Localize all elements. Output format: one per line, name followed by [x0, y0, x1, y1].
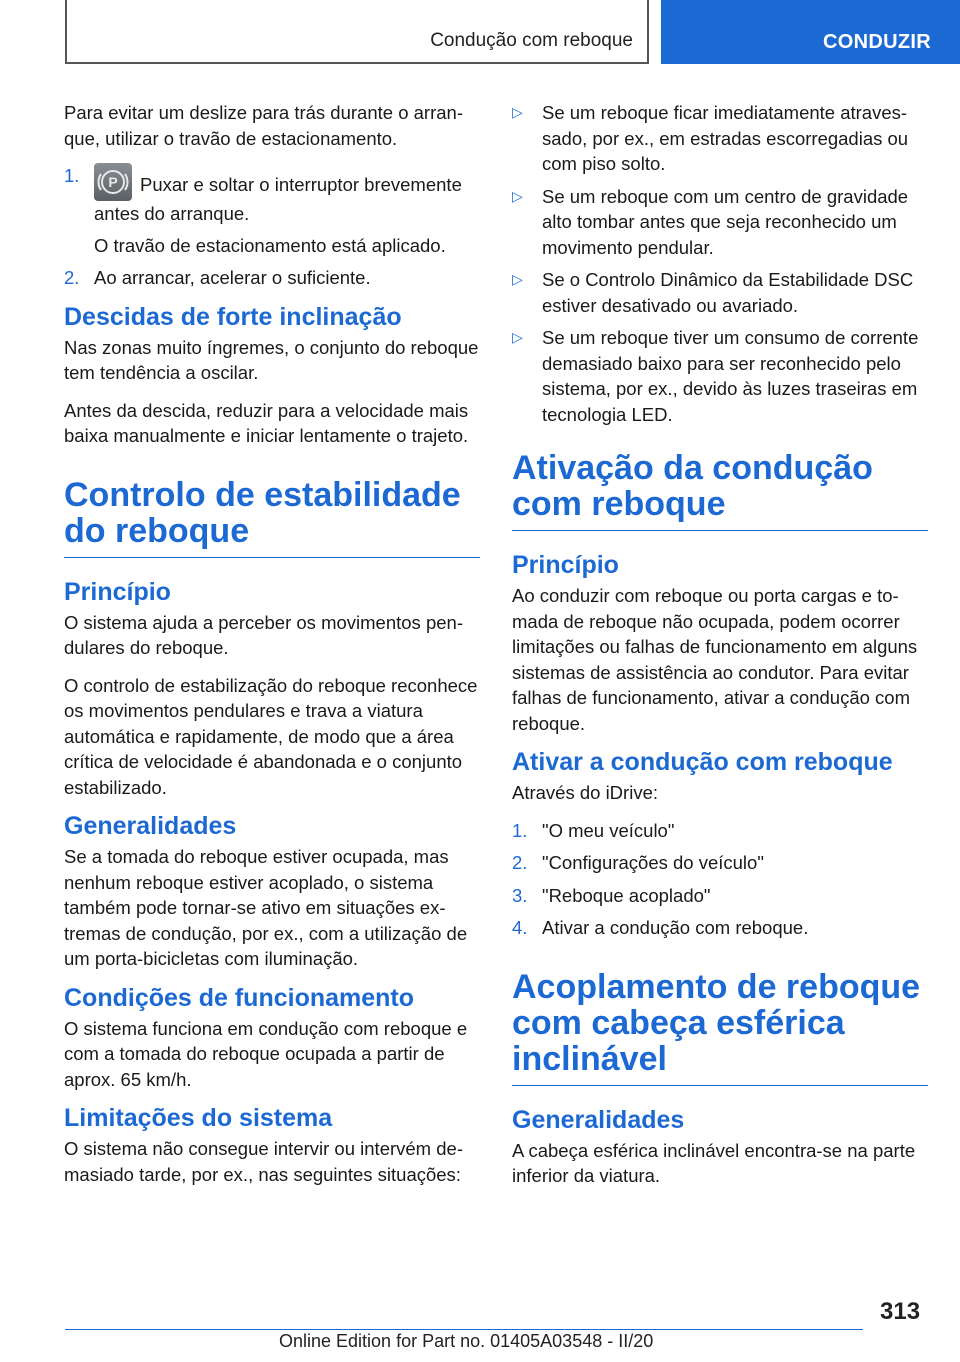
list-item [512, 915, 928, 941]
step-text: Puxar e soltar o interruptor brevemente antes do arranque. [94, 174, 462, 224]
limitacoes-heading: Limitações do sistema [64, 1104, 333, 1132]
list-item [512, 267, 928, 318]
principio-right-heading: Princípio [512, 551, 619, 579]
steps-list [64, 163, 480, 291]
ativar-heading: Ativar a condução com reboque [512, 748, 893, 776]
step-text: "Reboque acoplado" [542, 884, 711, 906]
step-number: 4. [512, 917, 528, 938]
acoplamento-heading: Acoplamento de reboque com cabeça esférica inclinável [512, 953, 928, 1086]
left-column [64, 100, 480, 1199]
bullet-text: Se um reboque ficar imediatamente atravessado, por ex., em estradas escorregadias ou com piso solto. [542, 102, 909, 174]
bullet-text: Se um reboque com um centro de gravidade alto tombar antes que seja reconhecido um movimento pendular. [542, 185, 909, 258]
descidas-paragraph-2: Antes da descida, reduzir para a velocidade mais baixa manualmente e iniciar lentamente o trajeto. [64, 399, 469, 446]
step-text: Ao arrancar, acelerar o suficiente. [94, 267, 371, 288]
generalidades-paragraph: Se a tomada do reboque estiver ocupada, mas nenhum reboque estiver acoplado, o sistema também pode tornar-se ativo em situações extremas de condução, por ex., com a utilização de um porta-bicicletas com iluminação. [64, 846, 468, 969]
header-section-title: Condução com reboque [430, 30, 633, 51]
step-number: 1. [64, 165, 80, 186]
triangle-bullet-icon: ▷ [512, 187, 523, 204]
intro-paragraph: Para evitar um deslize para trás durante o arranque, utilizar o travão de estacionamento. [64, 102, 463, 149]
controlo-heading: Controlo de estabilidade do reboque [64, 461, 480, 558]
step-number: 1. [512, 819, 528, 841]
step-number: 2. [512, 852, 528, 873]
descidas-paragraph-1: Nas zonas muito íngremes, o conjunto do reboque tem tendência a oscilar. [64, 336, 479, 383]
footer-divider [65, 1329, 863, 1330]
step-text: "Configurações do veículo" [542, 852, 764, 873]
header-chapter-tab: CONDUZIR [661, 0, 960, 64]
principio-heading: Princípio [64, 577, 171, 606]
header-box [65, 0, 649, 64]
list-item [512, 184, 928, 261]
principio-paragraph-2: O controlo de estabilização do reboque reconhece os movimentos pendulares e trava a viatura automática e rapidamente, de modo que a área crítica de velocidade é abandonada e o conjunto estabilizado. [64, 674, 478, 798]
svg-text:P: P [108, 174, 118, 190]
list-item [64, 163, 480, 258]
limitacoes-paragraph: O sistema não consegue intervir ou intervém demasiado tarde, por ex., nas seguintes situações: [64, 1138, 463, 1185]
page-number: 313 [880, 1298, 921, 1325]
ativar-steps-list [512, 818, 928, 941]
bullet-text: Se o Controlo Dinâmico da Estabilidade DSC estiver desativado ou avariado. [542, 269, 914, 316]
condicoes-paragraph: O sistema funciona em condução com reboque e com a tomada do reboque ocupada a partir de aprox. 65 km/h. [64, 1017, 468, 1090]
list-item [512, 883, 928, 909]
triangle-bullet-icon: ▷ [512, 329, 523, 345]
step-number: 2. [64, 267, 80, 288]
list-item [512, 818, 928, 844]
triangle-bullet-icon: ▷ [512, 104, 523, 120]
generalidades-heading: Generalidades [64, 812, 237, 840]
principio-paragraph-1: O sistema ajuda a perceber os movimentos pendulares do reboque. [64, 611, 463, 658]
bullet-text: Se um reboque tiver um consumo de corrente demasiado baixo para ser reconhecido pelo sistema, por ex., devido às luzes traseiras em tecnologia LED. [542, 327, 919, 425]
ativar-intro: Através do iDrive: [512, 782, 658, 803]
step-text: "O meu veículo" [542, 819, 675, 841]
list-item [512, 100, 928, 177]
parking-brake-icon [94, 163, 132, 201]
list-item [512, 325, 928, 427]
step-text: Ativar a condução com reboque. [542, 917, 809, 938]
generalidades-right-heading: Generalidades [512, 1105, 685, 1134]
triangle-bullet-icon: ▷ [512, 271, 523, 287]
step-number: 3. [512, 884, 528, 906]
list-item [512, 850, 928, 876]
ativacao-heading: Ativação da condução com reboque [512, 434, 928, 531]
principio-right-paragraph: Ao conduzir com reboque ou porta cargas e tomada de reboque não ocupada, podem ocorrer limitações ou falhas de funcionamento em alguns sistemas de assistência ao condutor. Para evitar falhas de funcionamento, ativar a condução com reboque. [512, 585, 918, 734]
list-item [64, 265, 480, 291]
right-column [512, 100, 928, 1201]
descidas-heading: Descidas de forte inclinação [64, 302, 402, 331]
generalidades-right-paragraph: A cabeça esférica inclinável encontra-se na parte inferior da viatura. [512, 1139, 916, 1186]
condicoes-heading: Condições de funcionamento [64, 983, 415, 1012]
footer-edition: Online Edition for Part no. 01405A03548 - II/20 [279, 1331, 654, 1351]
step-result: O travão de estacionamento está aplicado. [94, 234, 446, 256]
